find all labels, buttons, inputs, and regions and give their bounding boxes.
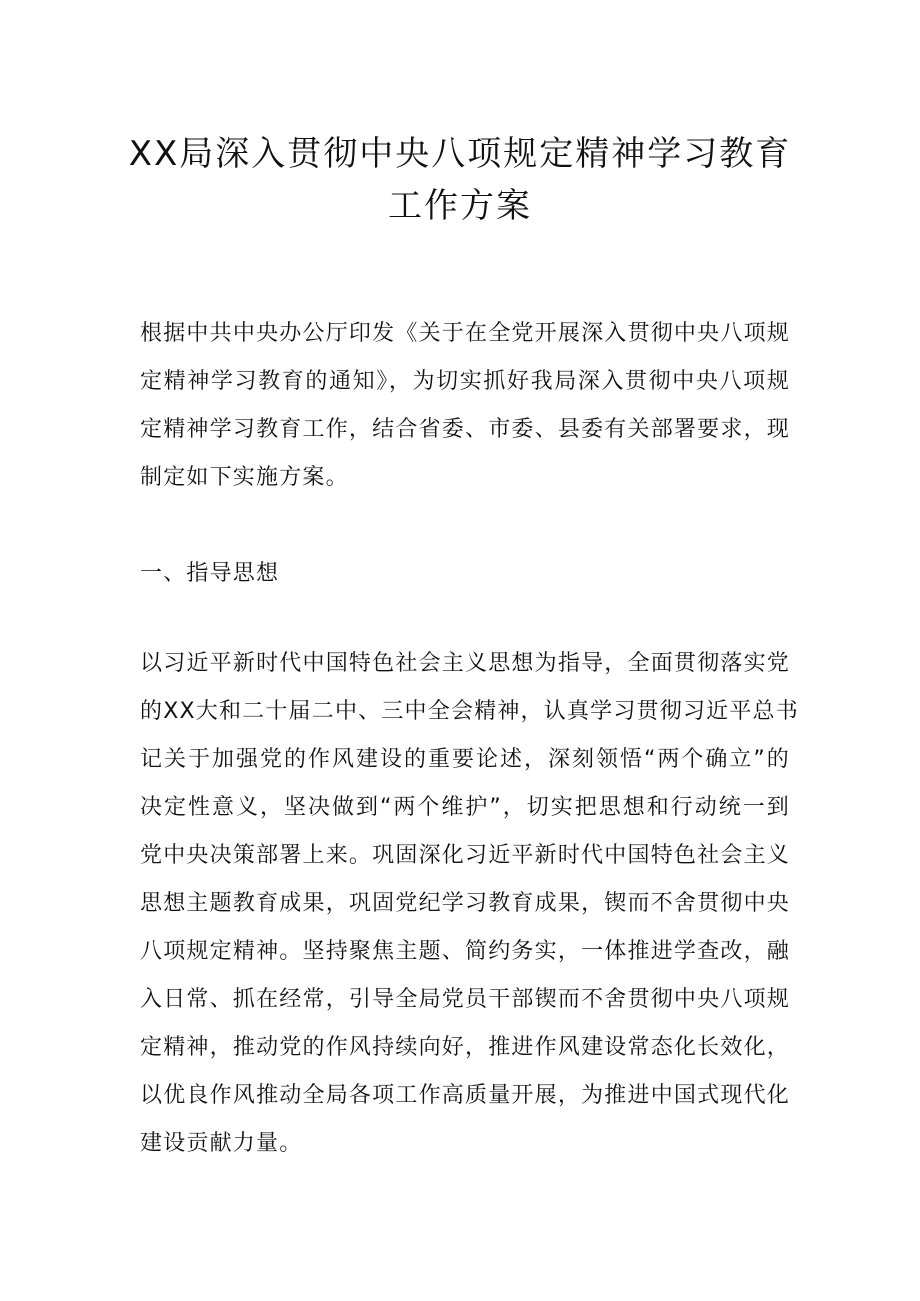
intro-line: 定精神学习教育的通知》，为切实抓好我局深入贯彻中央八项规 <box>140 369 790 394</box>
body-line: 建设贡献力量。 <box>140 1131 303 1156</box>
body-line: 思想主题教育成果，巩固党纪学习教育成果，锲而不舍贯彻中央 <box>140 891 790 916</box>
intro-line: 制定如下实施方案。 <box>140 465 349 490</box>
document-title-line-2: 工作方案 <box>388 186 532 226</box>
section-heading-text: 一、指导思想 <box>140 561 280 586</box>
intro-line: 根据中共中央办公厅印发《关于在全党开展深入贯彻中央八项规 <box>140 321 790 346</box>
document-title-line-1: XX局深入贯彻中央八项规定精神学习教育 <box>128 134 792 174</box>
body-line: 决定性意义，坚决做到“两个维护”，切实把思想和行动统一到 <box>140 795 790 820</box>
body-line: 以习近平新时代中国特色社会主义思想为指导，全面贯彻落实党 <box>140 651 790 676</box>
body-line: 党中央决策部署上来。巩固深化习近平新时代中国特色社会主义 <box>140 843 790 868</box>
body-line: 的XX大和二十届二中、三中全会精神，认真学习贯彻习近平总书 <box>140 699 799 724</box>
guiding-thought-paragraph <box>140 640 799 1168</box>
intro-paragraph <box>140 310 790 502</box>
body-line: 入日常、抓在经常，引导全局党员干部锲而不舍贯彻中央八项规 <box>140 987 790 1012</box>
body-line: 以优良作风推动全局各项工作高质量开展，为推进中国式现代化 <box>140 1083 790 1108</box>
body-line: 记关于加强党的作风建设的重要论述，深刻领悟“两个确立”的 <box>140 747 790 772</box>
intro-line: 定精神学习教育工作，结合省委、市委、县委有关部署要求，现 <box>140 417 790 442</box>
section-heading-guiding-thought <box>140 550 790 598</box>
body-line: 八项规定精神。坚持聚焦主题、简约务实，一体推进学查改，融 <box>140 939 790 964</box>
body-line: 定精神，推动党的作风持续向好，推进作风建设常态化长效化， <box>140 1035 790 1060</box>
document-title <box>100 128 820 232</box>
